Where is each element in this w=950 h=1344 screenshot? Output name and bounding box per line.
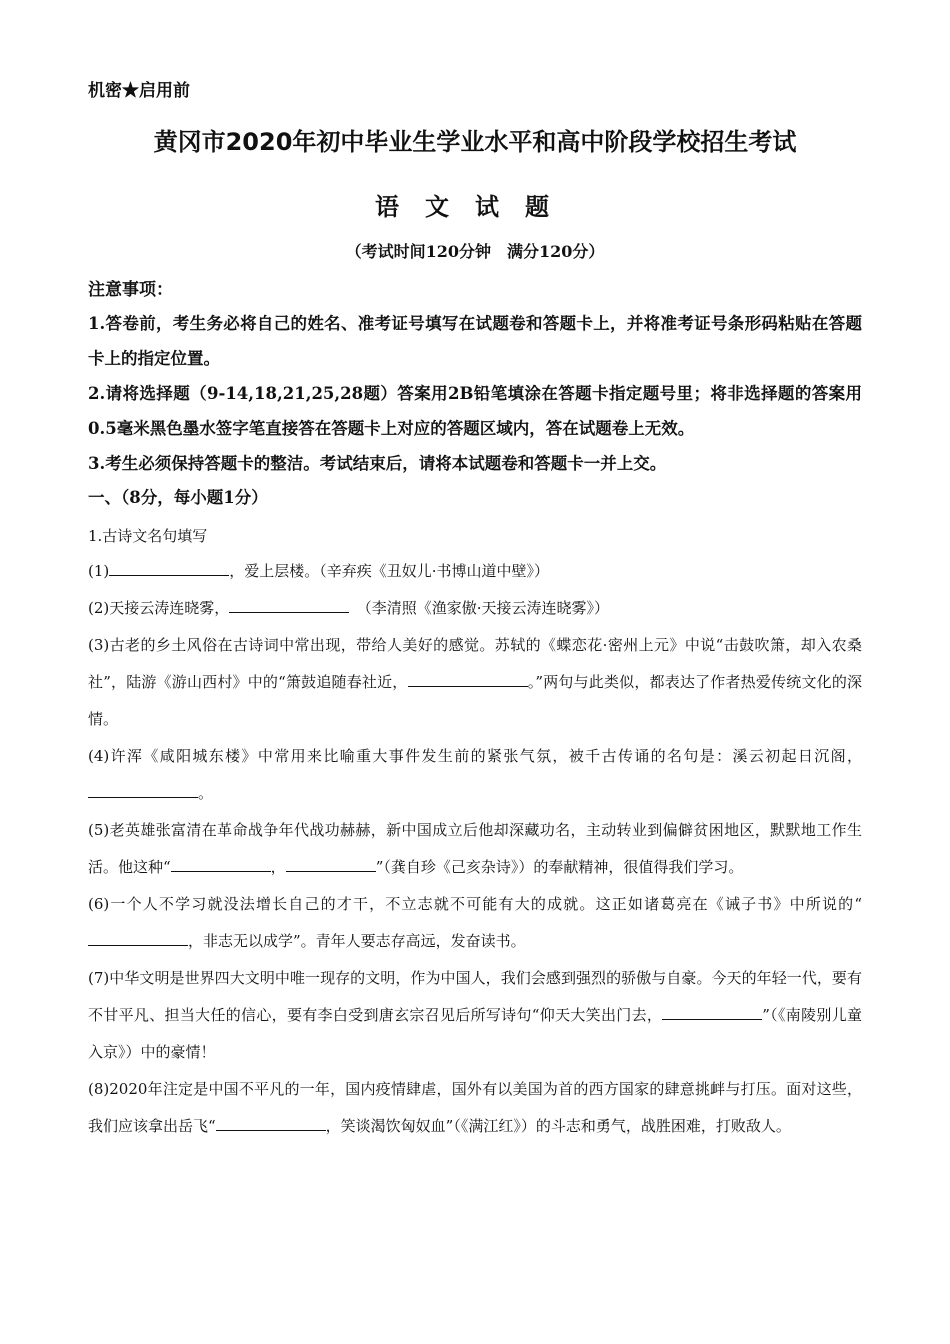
item-text: (3)古老的乡土风俗在古诗词中常出现，带给人美好的感觉。苏轼的《蝶恋花·密州上元》中说“击鼓吹箫，却入农桑社”，陆游《游山西村》中的“箫鼓追随春社近， bbox=[88, 636, 862, 691]
item-text: 。 bbox=[198, 784, 214, 802]
item-text: （李清照《渔家傲·天接云涛连晓雾》） bbox=[349, 599, 610, 617]
item-text: (5)老英雄张富清在革命战争年代战功赫赫，新中国成立后他却深藏功名，主动转业到偏僻贫困地区，默默地工作生活。他这种“ bbox=[88, 821, 862, 876]
question-item-5 bbox=[88, 812, 862, 886]
item-text: (8)2020年注定是中国不平凡的一年，国内疫情肆虐，国外有以美国为首的西方国家的肆意挑衅与打压。面对这些，我们应该拿出岳飞“ bbox=[88, 1080, 862, 1135]
answer-blank[interactable] bbox=[697, 1001, 762, 1020]
question-item-8 bbox=[88, 1071, 862, 1145]
answer-blank[interactable] bbox=[216, 1112, 326, 1131]
answer-blank[interactable] bbox=[408, 668, 528, 687]
question-item-2 bbox=[88, 590, 862, 627]
answer-blank[interactable] bbox=[229, 594, 349, 613]
question-item-6 bbox=[88, 886, 862, 960]
question-title: 1.古诗文名句填写 bbox=[88, 527, 208, 545]
exam-time-score: （考试时间120分钟 满分120分） bbox=[345, 242, 605, 261]
item-text: (6)一个人不学习就没法增长自己的才干，不立志就不可能有大的成就。这正如诸葛亮在《诫子书》中所说的“ bbox=[88, 895, 862, 913]
answer-blank[interactable] bbox=[286, 853, 376, 872]
answer-blank[interactable] bbox=[662, 1001, 697, 1020]
item-text: ”（《南陵别儿童入京》）中的豪情！ bbox=[88, 1006, 862, 1061]
item-text: ， bbox=[270, 858, 286, 876]
answer-blank[interactable] bbox=[88, 927, 188, 946]
section-heading: 一、（8分，每小题1分） bbox=[88, 488, 268, 507]
notice-item: 1.答卷前，考生务必将自己的姓名、准考证号填写在试题卷和答题卡上，并将准考证号条形码粘贴在答题卡上的指定位置。 bbox=[88, 314, 862, 368]
item-text: (2)天接云涛连晓雾， bbox=[88, 599, 230, 617]
exam-subject: 语文试题 bbox=[375, 193, 575, 221]
question-item-1 bbox=[88, 553, 862, 590]
exam-title: 黄冈市2020年初中毕业生学业水平和高中阶段学校招生考试 bbox=[153, 128, 797, 156]
item-text: 。”两句与此类似，都表达了作者热爱传统文化的深情。 bbox=[88, 673, 863, 728]
question-item-4 bbox=[88, 738, 862, 812]
answer-blank[interactable] bbox=[109, 557, 229, 576]
item-text: (4)许浑《咸阳城东楼》中常用来比喻重大事件发生前的紧张气氛，被千古传诵的名句是：溪云初起日沉阁， bbox=[88, 747, 862, 765]
item-text: (1) bbox=[88, 562, 110, 580]
item-text: (7)中华文明是世界四大文明中唯一现存的文明，作为中国人，我们会感到强烈的骄傲与自豪。今天的年轻一代，要有不甘平凡、担当大任的信心，要有李白受到唐玄宗召见后所写诗句“仰天大笑出门去， bbox=[88, 969, 862, 1024]
item-text: ，爱上层楼。（辛弃疾《丑奴儿·书博山道中壁》） bbox=[229, 562, 550, 580]
question-item-3 bbox=[88, 627, 862, 738]
confidential-label: 机密★启用前 bbox=[88, 81, 190, 101]
item-text: ，非志无以成学”。青年人要志存高远，发奋读书。 bbox=[188, 932, 526, 950]
notice-item: 2.请将选择题（9-14,18,21,25,28题）答案用2B铅笔填涂在答题卡指定题号里；将非选择题的答案用0.5毫米黑色墨水签字笔直接答在答题卡上对应的答题区域内，答在试题卷上无效。 bbox=[88, 384, 862, 438]
notice-item: 3.考生必须保持答题卡的整洁。考试结束后，请将本试题卷和答题卡一并上交。 bbox=[88, 454, 667, 473]
notice-heading: 注意事项： bbox=[88, 280, 173, 300]
answer-blank[interactable] bbox=[171, 853, 271, 872]
answer-blank[interactable] bbox=[88, 779, 198, 798]
item-text: ”（龚自珍《己亥杂诗》）的奉献精神，很值得我们学习。 bbox=[375, 858, 744, 876]
question-item-7 bbox=[88, 960, 862, 1071]
item-text: ，笑谈渴饮匈奴血”（《满江红》）的斗志和勇气，战胜困难，打败敌人。 bbox=[325, 1117, 791, 1135]
